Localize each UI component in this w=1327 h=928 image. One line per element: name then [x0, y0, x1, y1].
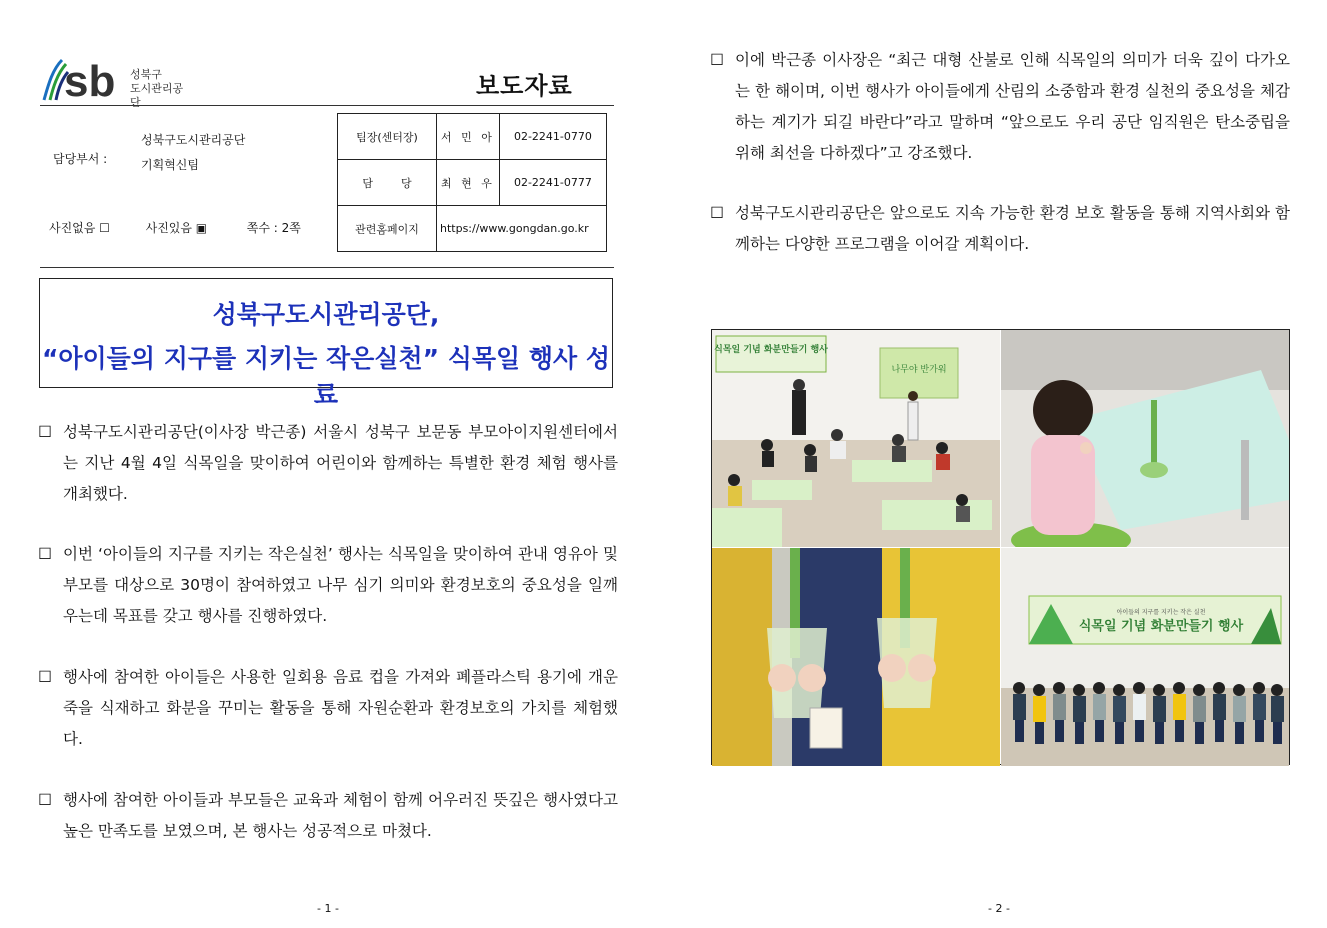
checkbox-bullet-icon: ☐: [38, 668, 52, 686]
department-org: 성북구도시관리공단: [141, 133, 246, 147]
paragraph-text: 성북구도시관리공단은 앞으로도 지속 가능한 환경 보호 활동을 통해 지역사회와 함께하는 다양한 프로그램을 이어갈 계획이다.: [735, 204, 1290, 253]
photo-child-table: [1001, 330, 1289, 547]
contact-row: [338, 114, 607, 160]
logo-line-2: 도시관리공단: [130, 82, 184, 109]
contact-role: 팀장(센터장): [338, 114, 437, 160]
page-count: 쪽수 : 2쪽: [246, 221, 301, 235]
homepage-link[interactable]: https://www.gongdan.go.kr: [437, 206, 607, 252]
event-photo-grid: [711, 329, 1290, 765]
headline-line-2: “아이들의 지구를 지키는 작은실천” 식목일 행사 성료: [41, 344, 611, 409]
screen-text: 나무야 반가워: [891, 365, 947, 375]
header-divider: [40, 105, 614, 106]
paragraph: [710, 198, 1290, 260]
paragraph: [710, 45, 1290, 169]
contact-phone: 02-2241-0770: [499, 114, 606, 160]
contact-name: 최 현 우: [437, 160, 500, 206]
checkbox-bullet-icon: ☐: [38, 545, 52, 563]
paragraph-text: 성북구도시관리공단(이사장 박근종) 서울시 성북구 보문동 부모아이지원센터에서는 지난 4월 4일 식목일을 맞이하여 어린이와 함께하는 특별한 환경 체험 행사를 개최했다.: [63, 423, 618, 503]
info-divider: [40, 267, 614, 268]
contact-phone: 02-2241-0777: [499, 160, 606, 206]
contact-table: [337, 113, 607, 252]
paragraph-text: 이에 박근종 이사장은 “최근 대형 산불로 인해 식목일의 의미가 더욱 깊이 다가오는 한 해이며, 이번 행사가 아이들에게 산림의 소중함과 환경 실천의 중요성을 체감하는 계기가 되길 바란다”라고 말하며 “앞으로도 우리 공단 임직원은 탄소중립을 위해 최선을 다하겠다”고 강조했다.: [735, 51, 1290, 162]
headline-box: [39, 278, 613, 409]
photo-cups-closeup: [712, 548, 1000, 766]
photo-classroom: [712, 330, 1000, 547]
photo-info-row: [49, 219, 303, 236]
page-number: - 2 -: [988, 902, 1010, 915]
headline-line-1: 성북구도시관리공단,: [212, 300, 440, 329]
paragraph: [38, 539, 618, 632]
banner-title-text: 식목일 기념 화분만들기 행사: [714, 345, 828, 355]
paragraph-text: 행사에 참여한 아이들과 부모들은 교육과 체험이 함께 어우러진 뜻깊은 행사였다고 높은 만족도를 보였으며, 본 행사는 성공적으로 마쳤다.: [63, 791, 618, 840]
paragraph: [38, 417, 618, 510]
paragraph-text: 행사에 참여한 아이들은 사용한 일회용 음료 컵을 가져와 폐플라스틱 용기에 개운죽을 식재하고 화분을 꾸미는 활동을 통해 자원순환과 환경보호의 가치를 체험했다.: [63, 668, 618, 748]
department-team: 기획혁신팀: [141, 158, 199, 172]
checkbox-bullet-icon: ☐: [710, 51, 724, 69]
contact-name: 서 민 아: [437, 114, 500, 160]
checkbox-bullet-icon: ☐: [38, 791, 52, 809]
contact-role: 담 당: [338, 160, 437, 206]
homepage-label: 관련홈페이지: [338, 206, 437, 252]
organization-logo: [42, 56, 192, 109]
department-label: 담당부서 :: [53, 152, 108, 166]
homepage-row: [338, 206, 607, 252]
logo-icon: [42, 56, 128, 102]
checkbox-bullet-icon: ☐: [38, 423, 52, 441]
logo-line-1: 성북구: [130, 68, 162, 81]
banner-title-text: 식목일 기념 화분만들기 행사: [1078, 619, 1244, 634]
contact-row: [338, 160, 607, 206]
banner-subtitle-text: 아이들의 지구를 지키는 작은 실천: [1116, 609, 1206, 616]
photo-yes-label: 사진있음 ▣: [145, 221, 208, 235]
page-2: [664, 0, 1327, 928]
page-number: - 1 -: [317, 902, 339, 915]
photo-group: [1001, 548, 1289, 766]
logo-letters: sb: [64, 57, 116, 102]
document-type: 보도자료: [476, 72, 573, 100]
paragraph: [38, 662, 618, 755]
paragraph: [38, 785, 618, 847]
checkbox-bullet-icon: ☐: [710, 204, 724, 222]
paragraph-text: 이번 ‘아이들의 지구를 지키는 작은실천’ 행사는 식목일을 맞이하여 관내 영유아 및 부모를 대상으로 30명이 참여하였고 나무 심기 의미와 환경보호의 중요성을 일깨우는데 목표를 갖고 행사를 진행하였다.: [63, 545, 618, 625]
photo-none-label: 사진없음 ☐: [49, 221, 110, 235]
